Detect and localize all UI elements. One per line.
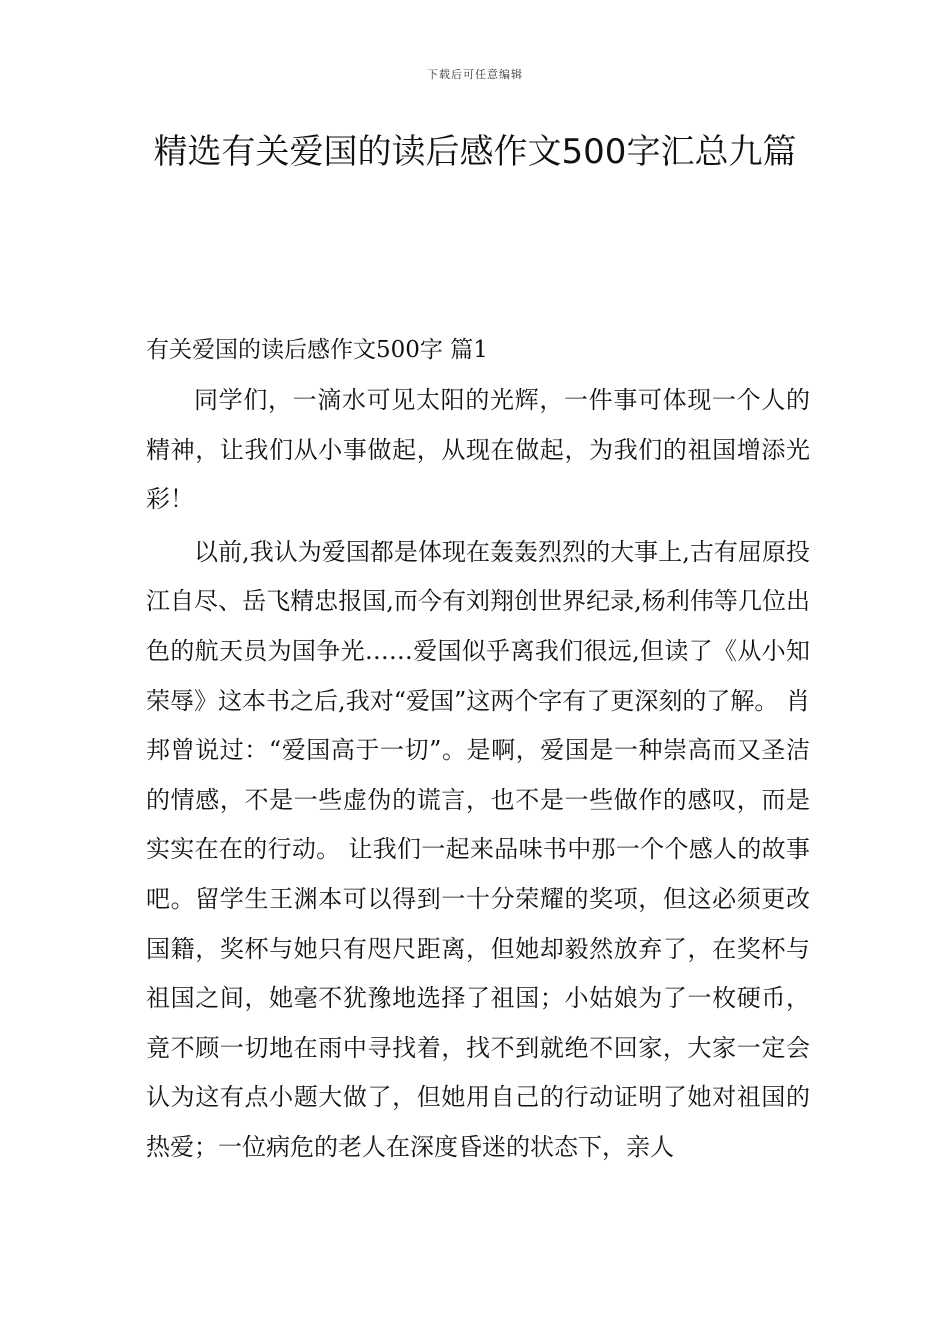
header-note: 下载后可任意编辑 [427,68,523,81]
document-title: 精选有关爱国的读后感作文500字汇总九篇 [153,132,797,172]
paragraph-2: 以前,我认为爱国都是体现在轰轰烈烈的大事上,古有屈原投江自尽、岳飞精忠报国,而今有刘翔创世界纪录,杨利伟等几位出色的航天员为国争光……爱国似乎离我们很远,但读了《从小知荣辱》这本书之后,我对“爱国”这两个字有了更深刻的了解。 肖邦曾说过：“爱国高于一切”。是啊，爱国是一种崇高而又圣洁的情感，不是一些虚伪的谎言，也不是一些做作的感叹，而是实实在在的行动。 让我们一起来品味书中那一个个感人的故事吧。留学生王渊本可以得到一十分荣耀的奖项，但这必须更改国籍，奖杯与她只有咫尺距离，但她却毅然放弃了，在奖杯与祖国之间，她毫不犹豫地选择了祖国；小姑娘为了一枚硬币，竟不顾一切地在雨中寻找着，找不到就绝不回家，大家一定会认为这有点小题大做了，但她用自己的行动证明了她对祖国的热爱；一位病危的老人在深度昏迷的状态下，亲人 [146,537,810,1161]
body-text [146,376,810,1173]
section-heading: 有关爱国的读后感作文500字 篇1 [146,337,488,363]
paragraph-1: 同学们，一滴水可见太阳的光辉，一件事可体现一个人的精神，让我们从小事做起，从现在做起，为我们的祖国增添光彩！ [146,386,810,514]
